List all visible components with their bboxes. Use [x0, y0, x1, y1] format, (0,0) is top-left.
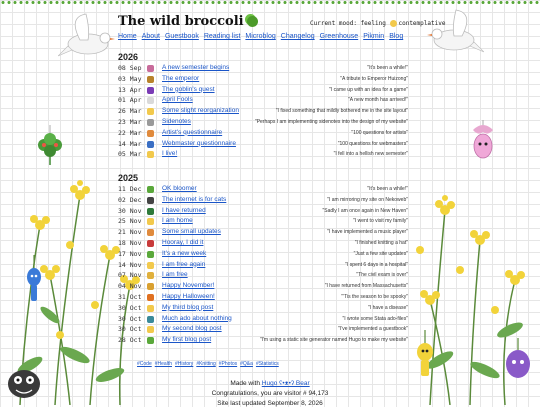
post-title-link[interactable]: I have returned	[162, 206, 206, 214]
post-date: 13 Apr	[118, 85, 142, 94]
post-summary: "It's been a while!"	[367, 65, 408, 71]
yellow-pikmin-icon	[412, 330, 438, 380]
post-date: 18 Nov	[118, 239, 142, 247]
post-date: 22 Mar	[118, 128, 142, 137]
post-title-link[interactable]: I live!	[162, 150, 178, 158]
post-summary: "I am mirroring my site on Nekoweb"	[327, 196, 408, 203]
post-emoji-icon	[147, 316, 154, 323]
post-date: 11 Dec	[118, 185, 142, 193]
post-emoji-icon	[147, 130, 154, 137]
post-title-link[interactable]: My first blog post	[162, 336, 212, 344]
post-title-link[interactable]: My third blog post	[162, 303, 214, 311]
post-row	[118, 206, 408, 216]
post-row	[118, 95, 408, 105]
post-row	[118, 184, 408, 194]
post-date: 17 Nov	[118, 249, 142, 258]
post-emoji-icon	[147, 151, 154, 158]
post-emoji-icon	[147, 262, 154, 269]
post-row	[118, 314, 408, 324]
post-date: 01 Apr	[118, 96, 142, 105]
post-row	[118, 139, 408, 149]
post-row	[118, 303, 408, 313]
post-emoji-icon	[147, 108, 154, 115]
post-row	[118, 85, 408, 95]
current-mood	[310, 20, 445, 27]
tag-link[interactable]: #Knitting	[196, 361, 216, 367]
nav-blog[interactable]: Blog	[389, 33, 404, 40]
post-emoji-icon	[147, 326, 154, 333]
post-title-link[interactable]: The internet is for cats	[162, 195, 227, 203]
post-emoji-icon	[147, 272, 154, 279]
post-row	[118, 117, 408, 127]
post-summary: "It's been a while!"	[367, 186, 408, 192]
post-date: 30 Oct	[118, 314, 142, 323]
post-emoji-icon	[147, 87, 154, 94]
post-date: 21 Nov	[118, 228, 142, 237]
footer-made-with	[0, 380, 540, 387]
post-date: 02 Dec	[118, 195, 142, 204]
post-title-link[interactable]: Hooray, I did it	[162, 239, 204, 246]
post-row	[118, 106, 408, 116]
tag-list	[137, 361, 282, 367]
post-date: 30 Oct	[118, 325, 142, 334]
post-summary: "'Tis the season to be spooky"	[341, 294, 408, 300]
contemplative-face-icon	[390, 20, 397, 27]
post-title-link[interactable]: April Fools	[162, 96, 193, 104]
hugo-bear-link[interactable]: Hugo ʕ•ᴥ•ʔ Bear	[261, 380, 310, 387]
site-title[interactable]	[118, 14, 258, 29]
post-title-link[interactable]: I am free again	[162, 260, 206, 268]
post-date: 14 Nov	[118, 260, 142, 269]
nav-guestbook[interactable]: Guestbook	[164, 33, 199, 40]
tag-link[interactable]: #Health	[154, 361, 172, 367]
nav-microblog[interactable]: Microblog	[245, 33, 276, 40]
post-summary: "I've implemented a guestbook"	[338, 326, 408, 333]
post-summary: "I came up with an idea for a game"	[329, 86, 408, 93]
post-title-link[interactable]: My second blog post	[162, 325, 222, 333]
post-emoji-icon	[147, 229, 154, 236]
post-row	[118, 292, 408, 302]
post-date: 08 Sep	[118, 64, 142, 72]
nav-changelog[interactable]: Changelog	[280, 33, 315, 40]
post-title-link[interactable]: I am home	[162, 217, 193, 225]
post-summary: "I spent 6 days in a hospital"	[345, 261, 408, 268]
post-date: 31 Oct	[118, 293, 142, 301]
post-emoji-icon	[147, 294, 154, 301]
post-title-link[interactable]: Sidenotes	[162, 118, 191, 125]
site-title-text[interactable]: The wild broccoli	[118, 14, 244, 29]
post-date: 23 Mar	[118, 118, 142, 126]
post-title-link[interactable]: Some small updates	[162, 228, 221, 236]
post-emoji-icon	[147, 141, 154, 148]
post-summary: "Just a few site updates"	[353, 250, 408, 257]
mood-value: contemplative	[398, 20, 446, 27]
post-summary: "I have implemented a music player"	[327, 229, 408, 236]
post-title-link[interactable]: I am free	[162, 271, 188, 279]
year-heading-2026: 2026	[118, 52, 139, 62]
post-summary: "Sadly I am once again in New Haven"	[322, 207, 408, 214]
post-row	[118, 324, 408, 334]
post-summary: "I have a disease"	[368, 304, 408, 311]
post-row	[118, 74, 408, 84]
post-title-link[interactable]: The goblin's quest	[162, 85, 215, 93]
purple-pikmin-icon	[500, 338, 536, 382]
post-summary: "The civil exam is over"	[356, 272, 408, 279]
post-date: 25 Nov	[118, 217, 142, 226]
post-summary: "I'm using a static site generator named Hugo to make my website"	[259, 337, 408, 344]
post-row	[118, 195, 408, 205]
post-title-link[interactable]: A new semester begins	[162, 64, 230, 71]
post-emoji-icon	[147, 208, 154, 215]
nav-greenhouse[interactable]: Greenhouse	[319, 33, 359, 40]
top-border-decoration	[0, 0, 540, 5]
tag-link[interactable]: #Code	[137, 361, 152, 367]
year-heading-2025: 2025	[118, 173, 139, 183]
tag-link[interactable]: #Photos	[218, 361, 238, 367]
footer-visitor-count: Congratulations, you are visitor # 94,173	[211, 390, 329, 397]
post-date: 14 Mar	[118, 139, 142, 148]
post-summary: "I have returned from Massachusetts"	[324, 283, 408, 290]
post-row	[118, 216, 408, 226]
post-title-link[interactable]: Happy Halloween!	[162, 293, 215, 300]
post-title-link[interactable]: It's a new week	[162, 249, 207, 257]
post-summary: "A tribute to Emperor Huizong"	[340, 75, 408, 82]
nav-pikmin[interactable]: Pikmin	[363, 33, 385, 40]
post-title-link[interactable]: Artist's questionnaire	[162, 128, 223, 136]
post-row	[118, 249, 408, 259]
post-title-link[interactable]: Some slight reorganization	[162, 107, 239, 115]
blue-pikmin-icon	[22, 255, 46, 305]
post-emoji-icon	[147, 337, 154, 344]
post-date: 30 Oct	[118, 303, 142, 312]
tag-link[interactable]: #Q&a	[240, 361, 253, 367]
dove-right-icon	[424, 8, 484, 58]
pink-pikmin-charm-icon	[468, 120, 498, 164]
post-title-link[interactable]: Webmaster questionnaire	[162, 139, 236, 147]
post-title-link[interactable]: Happy November!	[162, 282, 215, 290]
made-with-text: Made with	[230, 380, 260, 387]
post-date: 05 Mar	[118, 150, 142, 159]
post-date: 26 Mar	[118, 107, 142, 116]
post-emoji-icon	[147, 218, 154, 225]
post-summary: "I fell into a hellish new semester"	[333, 151, 408, 158]
post-emoji-icon	[147, 197, 154, 204]
post-summary: "I finished knitting a hat"	[354, 240, 408, 246]
post-emoji-icon	[147, 76, 154, 83]
broccoli-icon	[247, 16, 258, 27]
post-emoji-icon	[147, 283, 154, 290]
post-title-link[interactable]: The emperor	[162, 74, 200, 82]
post-title-link[interactable]: OK bloomer	[162, 185, 197, 192]
post-row	[118, 270, 408, 280]
post-row	[118, 281, 408, 291]
post-date: 30 Nov	[118, 206, 142, 215]
post-row	[118, 335, 408, 345]
post-summary: "I fixed something that mildly bothered me in the site layout"	[275, 108, 408, 115]
tag-link[interactable]: #History	[174, 361, 194, 367]
post-emoji-icon	[147, 119, 154, 126]
post-date: 07 Nov	[118, 271, 142, 280]
post-summary: "100 questions for artists"	[351, 129, 408, 136]
dove-left-icon	[58, 12, 118, 62]
post-emoji-icon	[147, 240, 154, 247]
post-row	[118, 63, 408, 73]
post-row	[118, 128, 408, 138]
tag-link[interactable]: #Statistics	[255, 361, 279, 367]
post-date: 04 Nov	[118, 282, 142, 291]
post-date: 28 Oct	[118, 336, 142, 345]
footer-last-updated: Site last updated September 8, 2026	[217, 400, 323, 407]
nav-home[interactable]: Home	[118, 33, 137, 40]
post-row	[118, 260, 408, 270]
post-summary: "I went to visit my family"	[353, 218, 408, 225]
post-emoji-icon	[147, 65, 154, 72]
post-date: 03 May	[118, 74, 142, 83]
main-nav	[118, 33, 408, 40]
post-emoji-icon	[147, 251, 154, 258]
post-emoji-icon	[147, 305, 154, 312]
post-summary: "I wrote some Stata ado-files"	[342, 315, 408, 322]
post-emoji-icon	[147, 186, 154, 193]
post-row	[118, 227, 408, 237]
post-row	[118, 238, 408, 248]
clover-charm-icon	[34, 125, 66, 167]
post-summary: "Perhaps I am implementing sidenotes into the design of my website"	[254, 119, 408, 125]
post-row	[118, 149, 408, 159]
nav-reading-list[interactable]: Reading list	[203, 33, 241, 40]
post-title-link[interactable]: Much ado about nothing	[162, 314, 232, 322]
post-summary: "100 questions for webmasters"	[337, 140, 408, 147]
post-emoji-icon	[147, 97, 154, 104]
nav-about[interactable]: About	[141, 33, 160, 40]
post-summary: "A new month has arrived!"	[348, 97, 408, 104]
mood-label: Current mood: feeling	[310, 20, 386, 27]
